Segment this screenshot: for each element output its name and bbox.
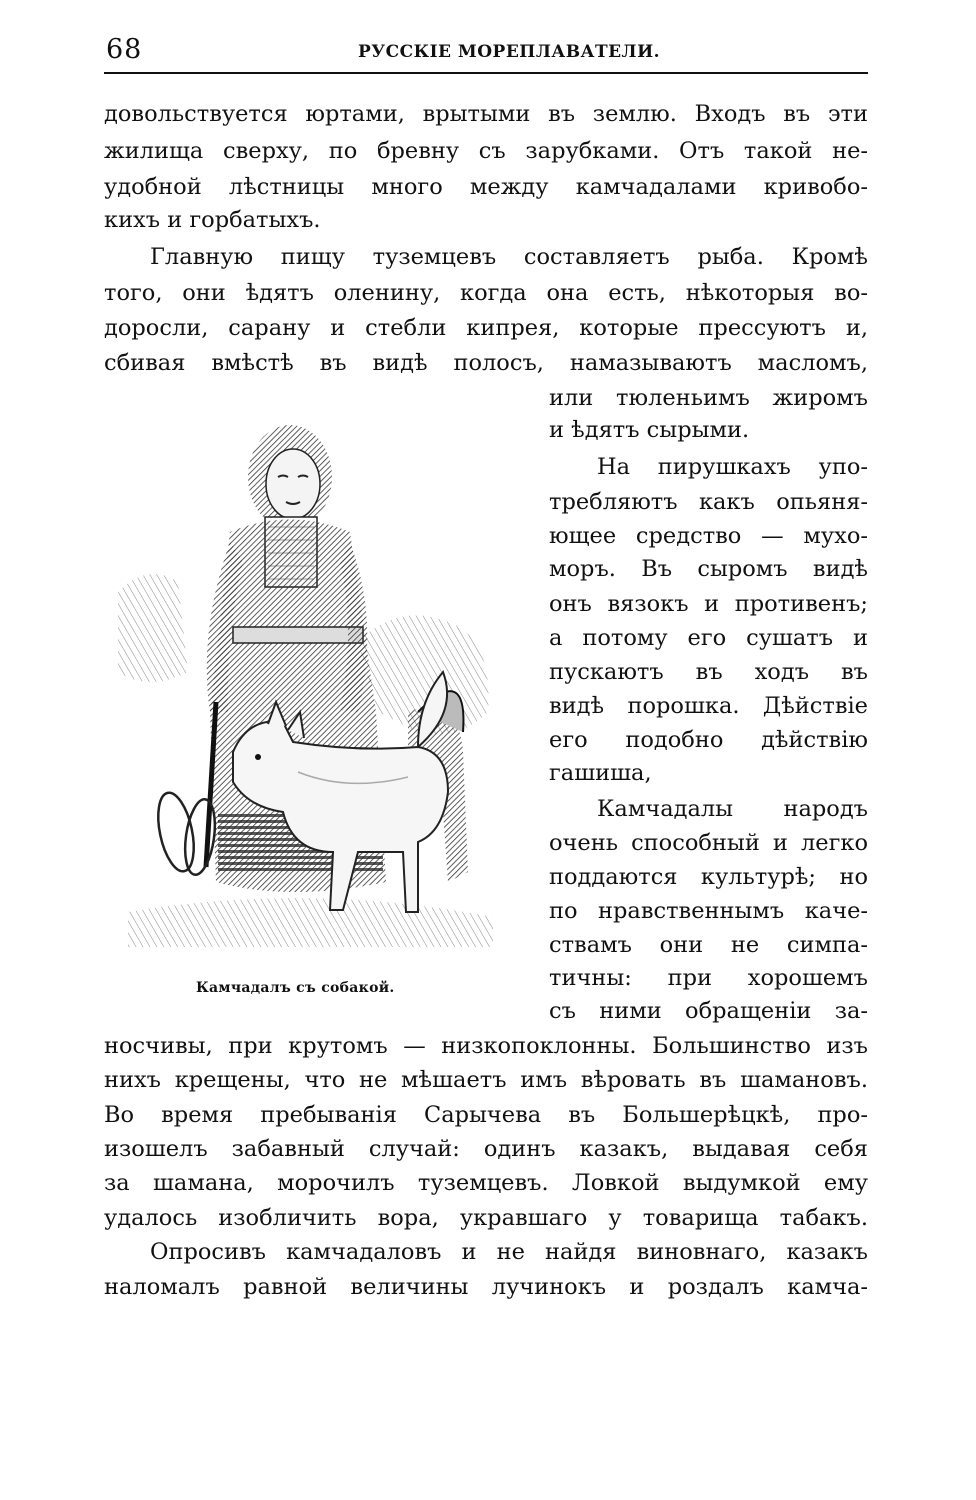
- figure-caption: Камчадалъ съ собакой.: [196, 980, 395, 996]
- column-line: очень способный и легко: [549, 830, 868, 856]
- text-line: доросли, сарану и стебли кипрея, которые прессуютъ и,: [104, 315, 868, 341]
- page-number: 68: [106, 34, 143, 65]
- column-line: требляютъ какъ опьяня-: [549, 489, 868, 515]
- text-line: удалось изобличить вора, укравшаго у товарища табакъ.: [104, 1205, 868, 1231]
- text-line: изошелъ забавный случай: одинъ казакъ, выдавая себя: [104, 1136, 868, 1162]
- column-line: онъ вязокъ и противенъ;: [549, 591, 868, 617]
- column-line: его подобно дѣйствію: [549, 727, 868, 753]
- text-line: наломалъ равной величины лучинокъ и роздалъ камча-: [104, 1274, 868, 1300]
- text-line: Опросивъ камчадаловъ и не найдя виновнаго, казакъ: [150, 1239, 868, 1265]
- text-line: жилища сверху, по бревну съ зарубками. Отъ такой не-: [104, 138, 868, 164]
- column-line: тичны: при хорошемъ: [549, 965, 868, 991]
- running-header: [106, 34, 866, 74]
- text-line: Во время пребыванія Сарычева въ Большерѣцкѣ, про-: [104, 1102, 868, 1128]
- column-line: по нравственнымъ каче-: [549, 898, 868, 924]
- column-line: видѣ порошка. Дѣйствіе: [549, 693, 868, 719]
- text-line: Главную пищу туземцевъ составляетъ рыба. Кромѣ: [150, 244, 868, 270]
- column-line: поддаются культурѣ; но: [549, 864, 868, 890]
- column-line: Камчадалы народъ: [597, 796, 868, 822]
- text-line: довольствуется юртами, врытыми въ землю. Входъ въ эти: [104, 101, 868, 127]
- running-title: РУССКІЕ МОРЕПЛАВАТЕЛИ.: [358, 42, 661, 62]
- kamchadal-with-dog-illustration: [118, 412, 498, 952]
- column-line: На пирушкахъ упо-: [597, 454, 868, 480]
- column-line: гашиша,: [549, 760, 652, 786]
- column-line: ствамъ они не симпа-: [549, 932, 868, 958]
- text-line: того, они ѣдятъ оленину, когда она есть, нѣкоторыя во-: [104, 280, 868, 306]
- text-line: за шамана, морочилъ туземцевъ. Ловкой выдумкой ему: [104, 1170, 868, 1196]
- column-line: и ѣдятъ сырыми.: [549, 417, 750, 443]
- column-line: или тюленьимъ жиромъ: [549, 385, 868, 411]
- column-line: а потому его сушатъ и: [549, 625, 868, 651]
- column-line: ющее средство — мухо-: [549, 523, 868, 549]
- text-line: сбивая вмѣстѣ въ видѣ полосъ, намазываютъ масломъ,: [104, 350, 868, 376]
- column-line: съ ними обращеніи за-: [549, 998, 868, 1024]
- header-rule: [104, 72, 868, 74]
- column-line: пускаютъ въ ходъ въ: [549, 659, 868, 685]
- column-line: моръ. Въ сыромъ видѣ: [549, 556, 868, 582]
- text-line: кихъ и горбатыхъ.: [104, 207, 321, 233]
- text-line: удобной лѣстницы много между камчадалами кривобо-: [104, 174, 868, 200]
- text-line: носчивы, при крутомъ — низкопоклонны. Большинство изъ: [104, 1033, 868, 1059]
- text-line: нихъ крещены, что не мѣшаетъ имъ вѣровать въ шамановъ.: [104, 1067, 868, 1093]
